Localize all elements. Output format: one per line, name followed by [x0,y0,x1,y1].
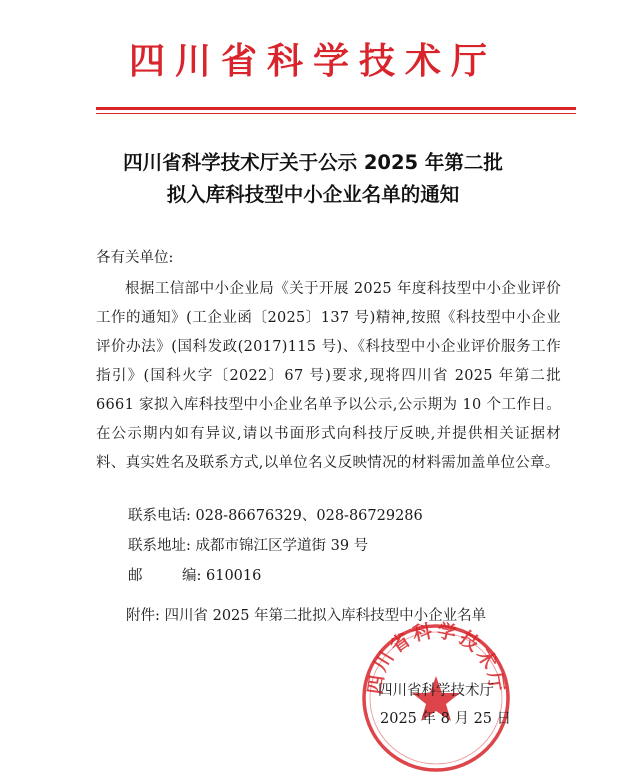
letterhead-org-name: 四川省科学技术厅 [128,41,497,82]
contact-address-value: 成都市锦江区学道街 39 号 [195,538,369,554]
document-title [60,147,566,211]
contact-phone-value: 028-86676329、028-86729286 [195,508,423,524]
seal-text: 四川省科学技术厅 [364,619,508,696]
contact-phone-label: 联系电话: [128,508,191,524]
letterhead-rule-thin [96,113,576,114]
signature-org: 四川省科学技术厅 [378,683,494,699]
contact-phone [128,502,568,531]
document-title-line-1: 四川省科学技术厅关于公示 2025 年第二批 [123,151,503,174]
contact-postcode-label-b: 编: [182,568,202,584]
attachment-label: 附件: [126,608,160,624]
contact-postcode-value: 610016 [206,568,262,584]
signature-date: 2025 年 8 月 25 日 [380,711,512,727]
contact-address [128,532,568,561]
contact-postcode-label-a: 邮 [128,568,143,584]
contact-postcode [128,562,568,591]
salutation: 各有关单位: [96,250,174,266]
attachment-value: 四川省 2025 年第二批拟入库科技型中小企业名单 [164,608,487,624]
body-paragraph: 根据工信部中小企业局《关于开展 2025 年度科技型中小企业评价工作的通知》(工企业函〔2025〕137 号)精神,按照《科技型中小企业评价办法》(国科发政(2017)115 号)、《科技型中小企业评价服务工作指引》(国科火字〔2022〕67 号)要求,现将四川省 2025 年第二批 6661 家拟入库科技型中小企业名单予以公示,公示期为 10 个工作日。在公示期内如有异议,请以书面形式向科技厅反映,并提供相关证据材料、真实姓名及联系方式,以单位名义反映情况的材料需加盖单位公章。 [96,281,561,471]
letterhead-rule-thick [96,107,576,110]
contact-address-label: 联系地址: [128,538,191,554]
document-title-line-2: 拟入库科技型中小企业名单的通知 [166,183,460,206]
